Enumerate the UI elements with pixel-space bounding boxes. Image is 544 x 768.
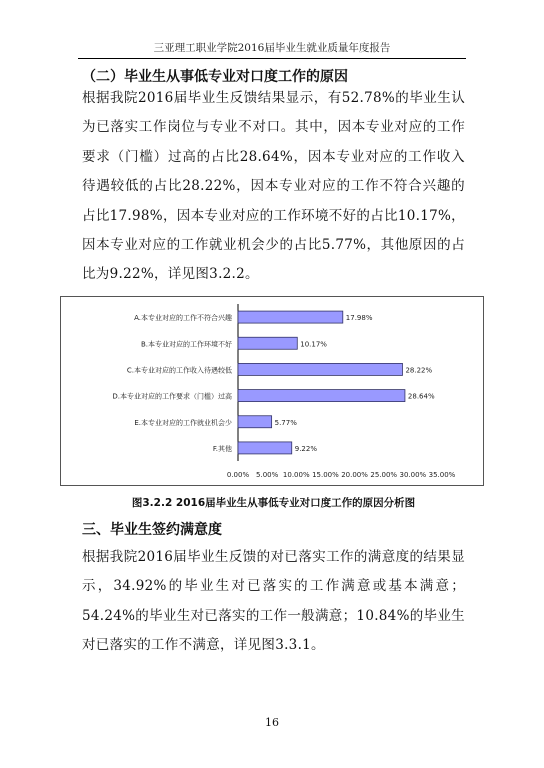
x-tick-label-0: 0.00% [226,471,250,479]
reasons-bar-chart [60,296,484,486]
chart-svg [60,296,484,486]
value-label-3: 28.64% [407,392,435,401]
category-label-5: F.其他 [212,444,232,453]
category-label-3: D.本专业对应的工作要求（门槛）过高 [112,392,232,401]
bar-4 [238,416,272,428]
value-label-2: 28.22% [405,366,433,375]
bar-1 [238,337,297,349]
section-heading-satisfaction: 三、毕业生签约满意度 [82,522,222,538]
bar-2 [238,363,402,375]
x-tick-label-3: 15.00% [312,471,339,479]
value-label-0: 17.98% [345,314,373,323]
x-tick-label-1: 5.00% [256,471,279,479]
bar-0 [238,311,343,323]
figure-caption: 图3.2.2 2016届毕业生从事低专业对口度工作的原因分析图 [131,497,416,509]
category-label-0: A.本专业对应的工作不符合兴趣 [134,314,232,323]
x-tick-label-5: 25.00% [370,471,398,479]
section-heading-reasons: （二）毕业生从事低专业对口度工作的原因 [82,69,348,85]
x-tick-label-2: 10.00% [282,471,310,479]
paragraph-satisfaction: 根据我院2016届毕业生反馈的对已落实工作的满意度的结果显示，34.92%的毕业生对已落实的工作满意或基本满意；54.24%的毕业生对已落实的工作一般满意；10.84%的毕业生对已落实的工作不满意，详见图3.3.1。 [82,549,465,654]
bar-3 [238,390,405,402]
paragraph-reasons: 根据我院2016届毕业生反馈结果显示，有52.78%的毕业生认为已落实工作岗位与专业不对口。其中，因本专业对应的工作要求（门槛）过高的占比28.64%，因本专业对应的工作收入待遇较低的占比28.22%，因本专业对应的工作不符合兴趣的占比17.98%，因本专业对应的工作环境不好的占比10.17%，因本专业对应的工作就业机会少的占比5.77%，其他原因的占比为9.22%，详见图3.2.2。 [82,90,465,283]
value-label-1: 10.17% [300,340,327,349]
x-tick-label-4: 20.00% [341,471,368,479]
category-label-1: B.本专业对应的工作环境不好 [140,340,232,349]
x-tick-label-6: 30.00% [399,471,427,479]
x-tick-label-7: 35.00% [428,471,456,479]
value-label-4: 5.77% [274,418,297,427]
value-label-5: 9.22% [294,444,317,453]
category-label-4: E.本专业对应的工作就业机会少 [134,418,232,427]
page-header: 三亚理工职业学院2016届毕业生就业质量年度报告 [78,40,466,59]
page-number: 16 [265,716,279,729]
bar-5 [238,442,292,454]
category-label-2: C.本专业对应的工作收入待遇较低 [126,366,232,375]
